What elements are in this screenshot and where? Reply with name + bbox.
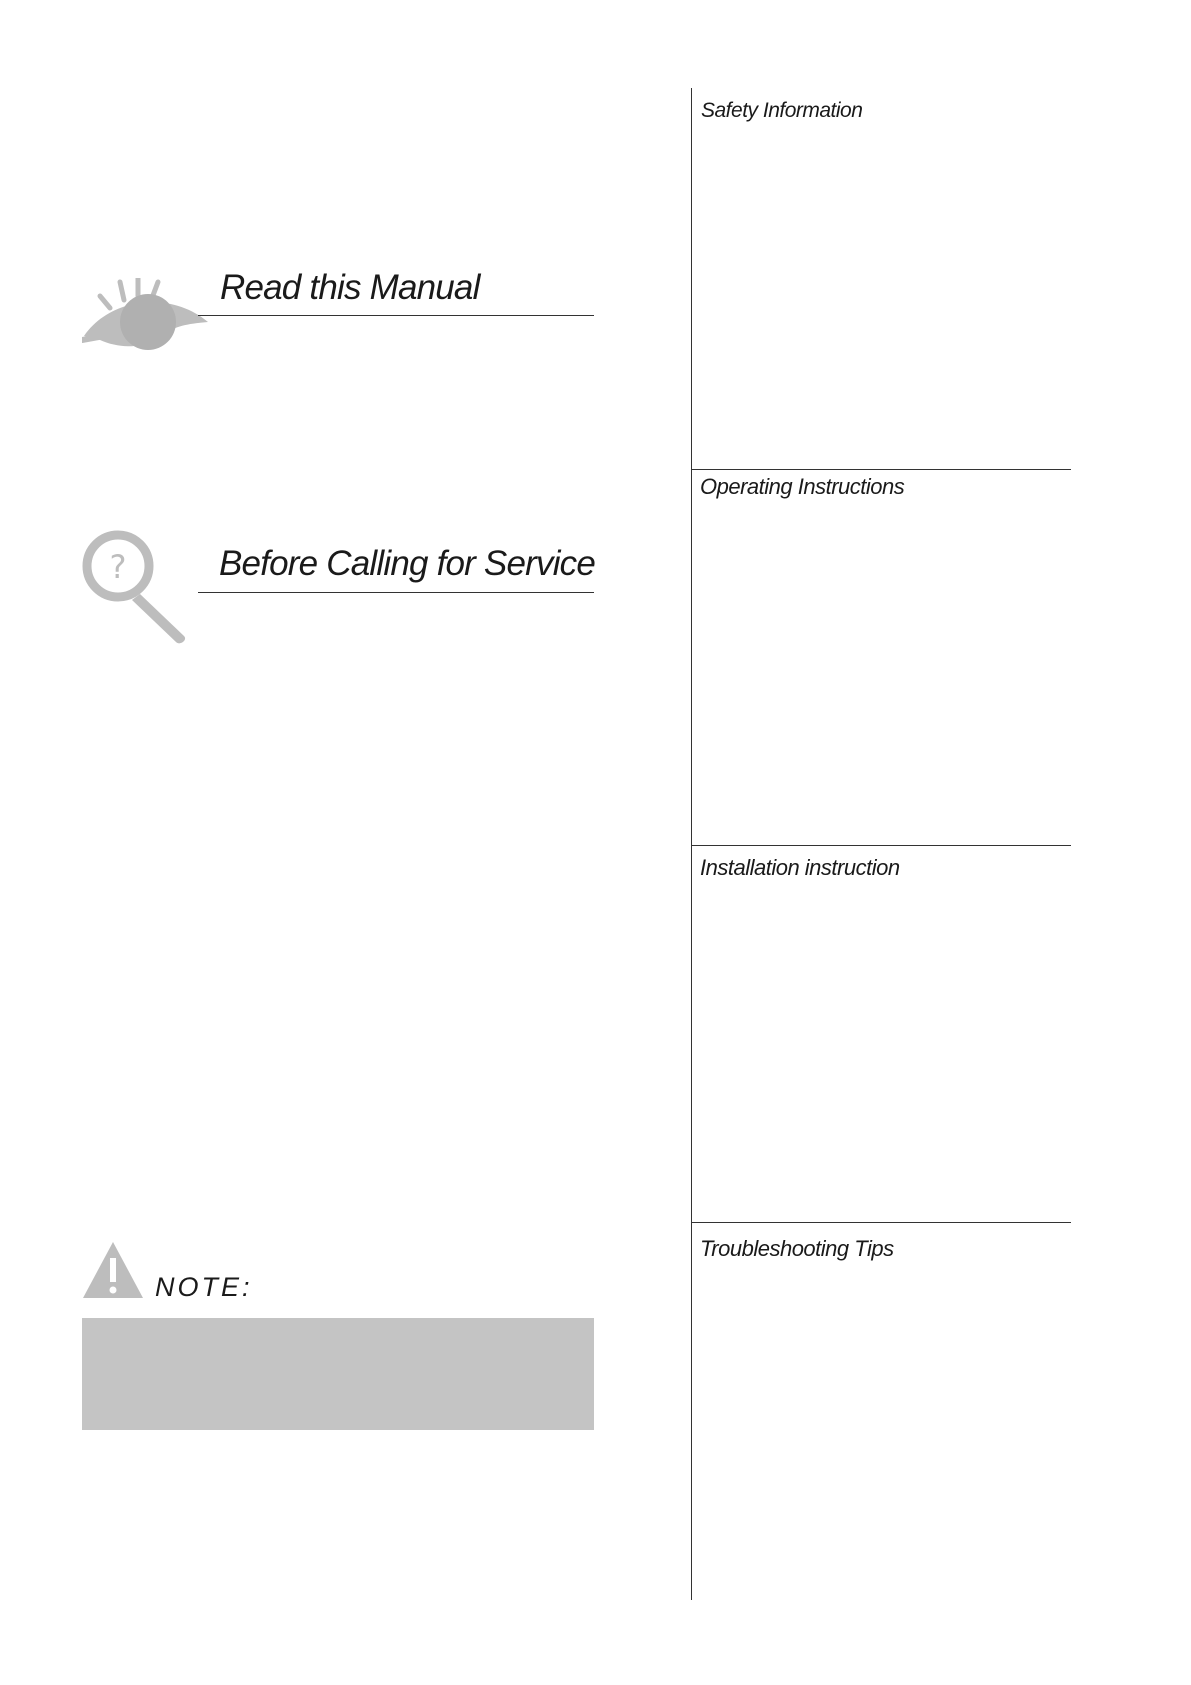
warning-icon (82, 1240, 144, 1300)
read-manual-rule (198, 315, 594, 316)
toc-item-safety-information: Safety Information (701, 99, 863, 122)
toc-rule-1 (691, 469, 1071, 470)
toc-rule-2 (691, 845, 1071, 846)
note-label: NOTE: (155, 1272, 253, 1302)
eye-icon (82, 278, 212, 358)
read-manual-heading: Read this Manual (220, 268, 480, 307)
svg-text:?: ? (109, 548, 127, 586)
note-box (82, 1318, 594, 1430)
toc-rule-3 (691, 1222, 1071, 1223)
toc-item-operating-instructions: Operating Instructions (700, 474, 905, 499)
before-service-rule (198, 592, 594, 593)
toc-item-installation-instruction: Installation instruction (700, 855, 900, 880)
column-divider (691, 88, 692, 1600)
toc-item-troubleshooting-tips: Troubleshooting Tips (700, 1236, 894, 1261)
magnifier-question-icon (80, 528, 200, 648)
before-service-heading: Before Calling for Service (219, 544, 596, 583)
